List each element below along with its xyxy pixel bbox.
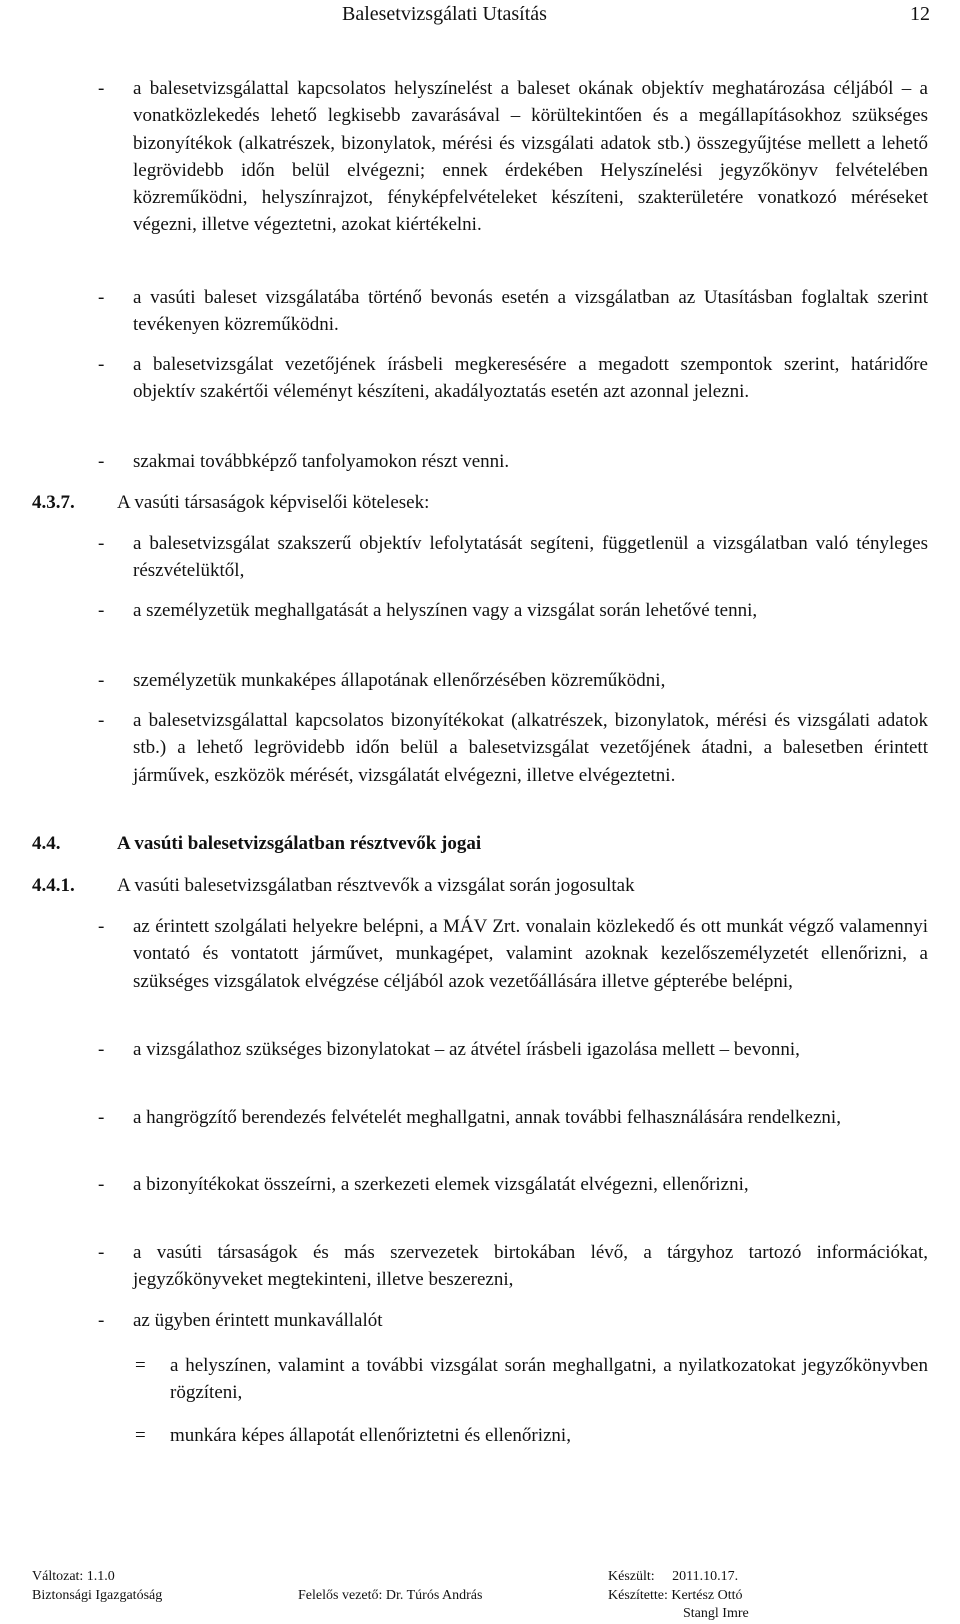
list-item (98, 351, 928, 406)
section-text: A vasúti balesetvizsgálatban résztvevők a vizsgálat során jogosultak (117, 875, 635, 896)
list-dash: - (98, 451, 105, 472)
list-item-text: a vasúti baleset vizsgálatába történő bevonás esetén a vizsgálatban az Utasításban foglaltak szerint tevékenyen közreműködni. (133, 287, 928, 336)
list-item-text: a vizsgálathoz szükséges bizonylatokat – az átvétel írásbeli igazolása mellett – bevonni, (133, 1039, 800, 1060)
list-dash: - (98, 1107, 105, 1128)
list-item (98, 1239, 928, 1294)
list-item (98, 707, 928, 789)
sub-list-marker: = (135, 1355, 146, 1376)
list-dash: - (98, 1310, 105, 1331)
list-item-text: személyzetük munkaképes állapotának ellenőrzésében közreműködni, (133, 670, 666, 691)
list-dash: - (98, 1242, 105, 1263)
list-item-text: a balesetvizsgálattal kapcsolatos helyszínelést a baleset okának objektív meghatározása céljából – a vonatközlekedés lehető legkisebb zavarásával – körültekintően és a megállapításokhoz szükséges bizonyítékok (alkatrészek, bizonylatok, mérési és vizsgálati adatok stb.) összegyűjtése mellett a lehető legrövidebb időn belül elvégezni; ennek érdekében Helyszínelési jegyzőkönyv felvételében közreműködni, helyszínrajzot, fényképfelvételeket készíteni, szakterületére vonatkozó méréseket végezni, illetve végeztetni, azokat kiértékelni. (133, 78, 928, 236)
section-number: 4.4. (32, 833, 61, 854)
page-number: 12 (910, 3, 930, 25)
list-item (98, 597, 928, 624)
footer-right (608, 1568, 749, 1624)
list-item-text: a hangrögzítő berendezés felvételét meghallgatni, annak további felhasználására rendelkezni, (133, 1107, 841, 1128)
list-dash: - (98, 670, 105, 691)
section-number: 4.4.1. (32, 875, 75, 896)
list-dash: - (98, 1039, 105, 1060)
list-item-text: a bizonyítékokat összeírni, a szerkezeti elemek vizsgálatát elvégezni, ellenőrizni, (133, 1174, 749, 1195)
list-item (98, 1036, 928, 1063)
footer-author-2: Stangl Imre (683, 1606, 749, 1621)
list-dash: - (98, 1174, 105, 1195)
footer-version: Változat: 1.1.0 (32, 1569, 115, 1584)
list-item-text: a vasúti társaságok és más szervezetek birtokában lévő, a tárgyhoz tartozó információkat, jegyzőkönyveket megtekinteni, illetve beszerezni, (133, 1242, 928, 1291)
sub-list-item-text: munkára képes állapotát ellenőriztetni és ellenőrizni, (170, 1425, 571, 1446)
footer-created: Készült: 2011.10.17. (608, 1569, 739, 1584)
section-number: 4.3.7. (32, 492, 75, 513)
sub-list-item (135, 1422, 928, 1449)
list-item (98, 284, 928, 339)
list-item-text: az ügyben érintett munkavállalót (133, 1310, 383, 1331)
list-item (98, 448, 928, 475)
footer-author: Készítette: Kertész Ottó (608, 1587, 743, 1603)
list-item (98, 1104, 928, 1131)
list-item-text: szakmai továbbképző tanfolyamokon részt venni. (133, 451, 510, 472)
document-title: Balesetvizsgálati Utasítás (342, 3, 547, 25)
list-dash: - (98, 600, 105, 621)
footer-responsible: Felelős vezető: Dr. Túrós András (298, 1587, 483, 1603)
sub-list-item (135, 1352, 928, 1407)
sub-list-marker: = (135, 1425, 146, 1446)
list-item (98, 913, 928, 995)
list-item-text: az érintett szolgálati helyekre belépni, a MÁV Zrt. vonalain közlekedő és ott munkát végző valamennyi vontató és vontatott járművet, munkagépet, valamint azoknak kezelőszemélyzetét ellenőrizni, a szükséges vizsgálatok elvégzése céljából azok vezetőállására illetve gépterébe belépni, (133, 916, 928, 992)
list-item (98, 667, 928, 694)
section-text: A vasúti társaságok képviselői kötelesek: (117, 492, 430, 513)
list-item-text: a személyzetük meghallgatását a helyszínen vagy a vizsgálat során lehetővé tenni, (133, 600, 758, 621)
list-dash: - (98, 287, 105, 308)
list-dash: - (98, 78, 105, 99)
page-footer (32, 1568, 932, 1624)
list-item-text: a balesetvizsgálat szakszerű objektív lefolytatását segíteni, függetlenül a vizsgálatban való tényleges részvételüktől, (133, 533, 928, 582)
list-item (98, 1307, 928, 1334)
list-dash: - (98, 354, 105, 375)
list-dash: - (98, 916, 105, 937)
list-item-text: a balesetvizsgálat vezetőjének írásbeli megkeresésére a megadott szempontok szerint, határidőre objektív szakértői véleményt készíteni, akadályoztatás esetén azt azonnal jelezni. (133, 354, 928, 403)
list-item (98, 1171, 928, 1198)
list-dash: - (98, 710, 105, 731)
section-title: A vasúti balesetvizsgálatban résztvevők jogai (117, 833, 482, 854)
footer-left (32, 1568, 162, 1605)
list-item (98, 75, 928, 239)
list-item-text: a balesetvizsgálattal kapcsolatos bizonyítékokat (alkatrészek, bizonylatok, mérési és vizsgálati adatok stb.) a lehető legrövidebb időn belül a balesetvizsgálat vezetőjének átadni, a balesetben érintett járművek, eszközök mérését, vizsgálatát elvégezni, illetve elvégeztetni. (133, 710, 928, 786)
footer-directorate: Biztonsági Igazgatóság (32, 1587, 163, 1603)
list-item (98, 530, 928, 585)
list-dash: - (98, 533, 105, 554)
sub-list-item-text: a helyszínen, valamint a további vizsgálat során meghallgatni, a nyilatkozatokat jegyzőkönyvben rögzíteni, (170, 1355, 928, 1404)
